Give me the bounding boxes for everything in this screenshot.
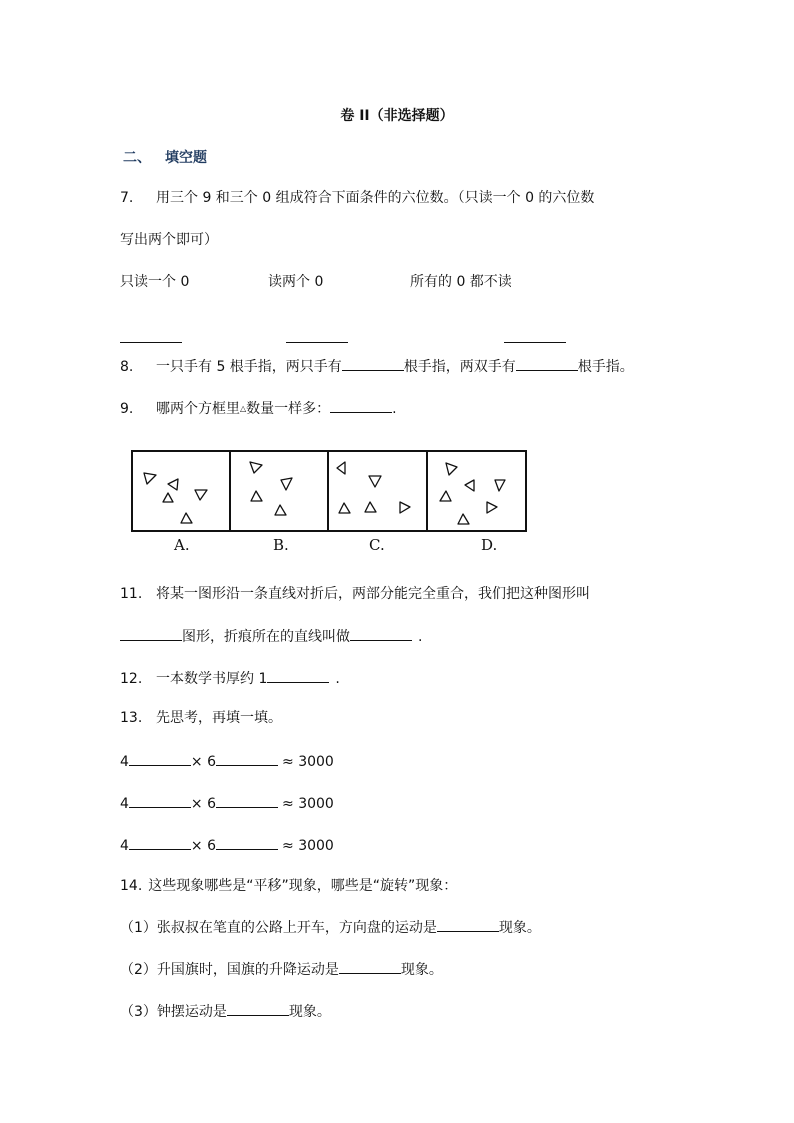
question-text: 先思考，再填一填。 [156,710,282,726]
q7-option-3: 所有的 0 都不读 [410,274,512,290]
triangle-icon [400,502,410,513]
q13-row [120,751,334,772]
question-text: 根手指。 [577,359,634,375]
triangle-icon [465,480,474,491]
triangle-icon [339,503,350,513]
q14-blank[interactable] [227,1001,289,1016]
q14-blank[interactable] [437,917,499,932]
question-12 [120,668,340,689]
q13-row [120,835,334,856]
item-text: 现象。 [498,920,541,936]
triangle-icon [250,462,262,473]
triangle-icon [163,493,173,502]
q14-blank[interactable] [339,959,401,974]
item-text: 现象。 [400,962,443,978]
triangle-icon [195,490,207,500]
q11-blank-1[interactable] [120,626,182,641]
triangle-icon [251,491,262,501]
question-number: 12. [120,671,143,687]
triangle-icon [365,502,376,512]
question-text: 图形，折痕所在的直线叫做 [182,629,350,645]
q14-item [120,959,443,980]
triangle-icon [495,480,505,491]
question-11 [120,584,590,604]
q13-blank[interactable] [129,793,191,808]
question-11-cont [120,626,422,647]
item-text: （3）钟摆运动是 [120,1004,227,1020]
question-number: 14. [120,878,143,894]
paper-title: 卷 II（非选择题） [340,108,454,124]
q7-option-2: 读两个 0 [268,274,324,290]
triangle-icon [181,513,192,523]
triangle-icon [369,476,381,487]
question-text: . [335,671,340,687]
triangle-icon [458,514,469,524]
question-number: 11. [120,586,143,602]
triangle-icon [487,502,497,513]
question-text: 数量一样多： [246,401,331,417]
question-7-cont: 写出两个即可） [120,232,218,248]
q11-blank-2[interactable] [350,626,412,641]
item-text: 现象。 [288,1004,331,1020]
question-13 [120,708,282,728]
question-14 [120,876,457,896]
triangle-icon [168,479,178,490]
box-label-a: A. [174,536,190,554]
row-text: × 6 [190,838,217,854]
q13-blank[interactable] [216,835,278,850]
triangle-icon [440,491,451,501]
box-label-d: D. [481,536,498,554]
row-text: 4 [120,838,129,854]
question-text: 将某一图形沿一条直线对折后，两部分能完全重合，我们把这种图形叫 [156,586,590,602]
q14-item [120,1001,331,1022]
question-text: 一本数学书厚约 1 [156,671,268,687]
row-text: 4 [120,754,129,770]
question-number: 9. [120,401,134,417]
question-text: 用三个 9 和三个 0 组成符合下面条件的六位数。（只读一个 0 的六位数 [156,190,595,206]
section-number: 二、 [123,150,151,166]
q13-blank[interactable] [216,751,278,766]
triangle-icon [337,462,345,474]
q12-blank[interactable] [267,668,329,683]
q13-row [120,793,334,814]
row-text: ≈ 3000 [282,796,334,812]
q14-item [120,917,541,938]
item-text: （1）张叔叔在笔直的公路上开车，方向盘的运动是 [120,920,437,936]
question-text: 根手指，两双手有 [403,359,516,375]
small-triangle-icon: △ [240,404,247,413]
question-text: 哪两个方框里 [156,401,240,417]
question-text: . [392,401,397,417]
row-text: × 6 [190,754,217,770]
section-name: 填空题 [165,150,207,166]
row-text: 4 [120,796,129,812]
q7-option-1: 只读一个 0 [120,274,190,290]
row-text: ≈ 3000 [282,838,334,854]
item-text: （2）升国旗时，国旗的升降运动是 [120,962,339,978]
q13-blank[interactable] [216,793,278,808]
question-number: 7. [120,190,134,206]
row-text: × 6 [190,796,217,812]
question-text: 这些现象哪些是“平移”现象，哪些是“旋转”现象： [148,878,458,894]
q13-blank[interactable] [129,835,191,850]
question-text: 一只手有 5 根手指，两只手有 [156,359,342,375]
box-label-b: B. [273,536,289,554]
triangle-icon [281,478,292,490]
triangle-icon [275,505,286,515]
triangle-icon [446,463,457,475]
row-text: ≈ 3000 [282,754,334,770]
box-label-c: C. [369,536,385,554]
question-number: 13. [120,710,143,726]
question-number: 8. [120,359,134,375]
triangle-icon [144,473,156,484]
q13-blank[interactable] [129,751,191,766]
question-text: . [418,629,423,645]
